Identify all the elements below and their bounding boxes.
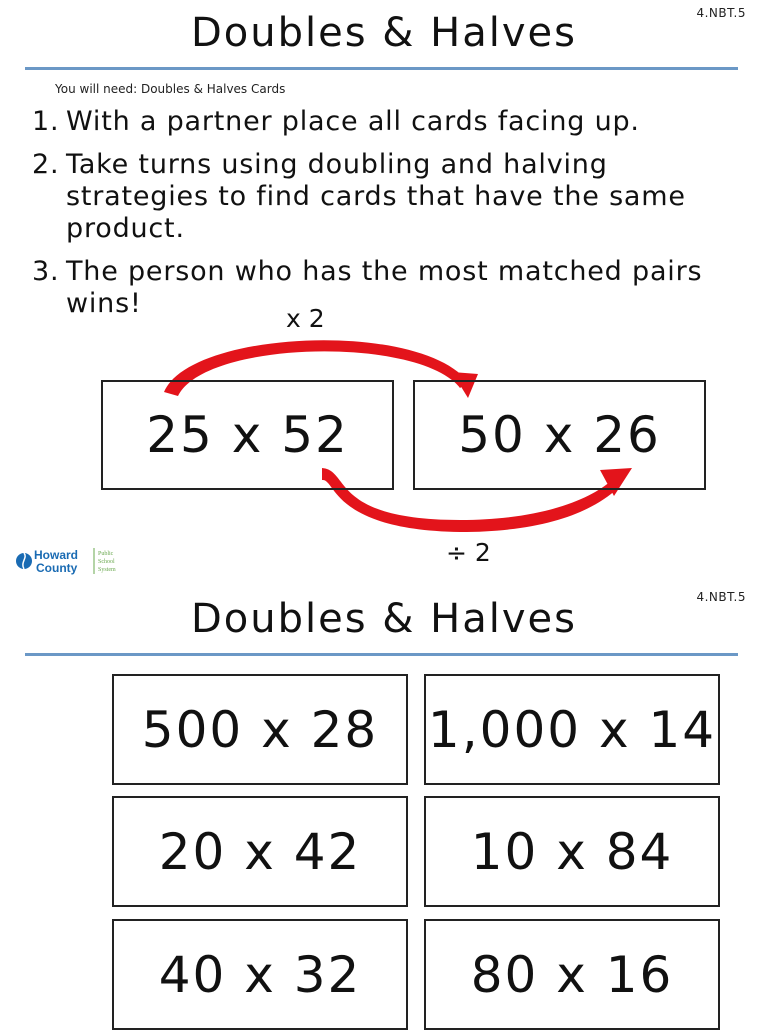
product-card[interactable]: 80 x 16 — [424, 919, 720, 1030]
page-title: Doubles & Halves — [190, 596, 578, 642]
product-card[interactable]: 40 x 32 — [112, 919, 408, 1030]
step-text: The person who has the most matched pairs wins! — [66, 256, 703, 319]
instruction-steps — [32, 106, 712, 331]
example-card: 25 x 52 — [101, 380, 394, 490]
product-card[interactable]: 10 x 84 — [424, 796, 720, 907]
logo-sub2: School — [98, 559, 115, 565]
step-item — [32, 256, 712, 320]
logo-sub1: Public — [98, 551, 114, 557]
logo-line2: County — [36, 561, 78, 575]
product-card[interactable]: 20 x 42 — [112, 796, 408, 907]
standard-code: 4.NBT.5 — [696, 590, 746, 604]
page-title: Doubles & Halves — [190, 10, 578, 56]
district-logo — [14, 544, 126, 578]
logo-sub3: System — [98, 567, 116, 573]
cards-page — [0, 590, 768, 1024]
product-card[interactable]: 1,000 x 14 — [424, 674, 720, 785]
step-text: With a partner place all cards facing up. — [66, 106, 640, 137]
step-item — [32, 106, 712, 138]
step-number: 1. — [32, 106, 60, 137]
double-label: x 2 — [286, 304, 325, 333]
step-text: Take turns using doubling and halving strategies to find cards that have the same product. — [66, 149, 686, 244]
standard-code: 4.NBT.5 — [696, 6, 746, 20]
halve-label: ÷ 2 — [446, 538, 491, 567]
product-card[interactable]: 500 x 28 — [112, 674, 408, 785]
step-number: 3. — [32, 256, 60, 287]
materials-note: You will need: Doubles & Halves Cards — [55, 82, 286, 96]
step-item — [32, 149, 712, 245]
example-card: 50 x 26 — [413, 380, 706, 490]
title-divider — [25, 67, 738, 70]
step-number: 2. — [32, 149, 60, 180]
logo-line1: Howard — [34, 548, 79, 562]
title-divider — [25, 653, 738, 656]
